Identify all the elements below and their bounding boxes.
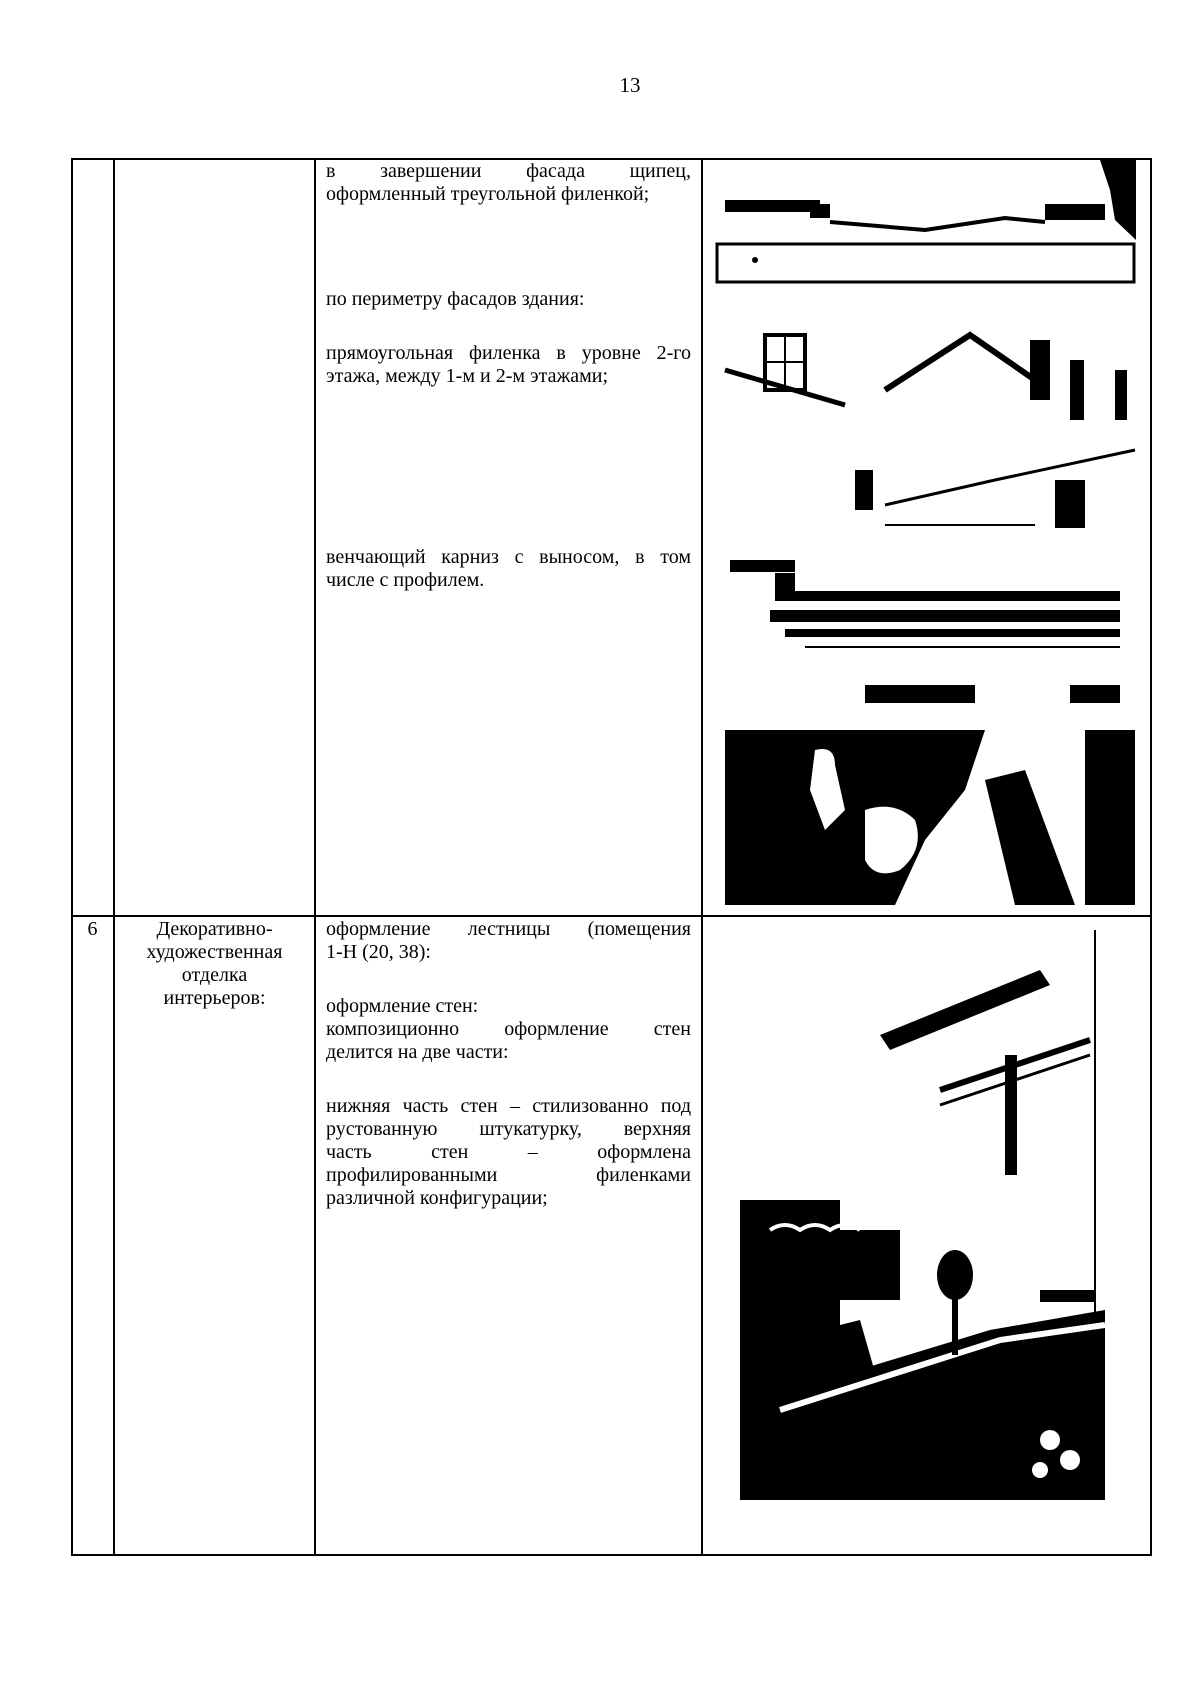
text-line: оформление лестницы (помещения <box>326 918 691 940</box>
row2-item-lower-walls-last <box>326 1187 691 1210</box>
table-left-border <box>71 158 73 1556</box>
photo-cornice-detail <box>725 730 1135 905</box>
text-line: 1-Н (20, 38): <box>326 941 431 963</box>
text-line: нижняя часть стен – стилизованно под <box>326 1095 691 1117</box>
row2-name <box>115 918 314 1010</box>
text-line: часть стен – оформлена <box>326 1141 691 1163</box>
text-line: прямоугольная филенка в уровне 2-го <box>326 342 691 364</box>
photo-cornice <box>715 555 1136 705</box>
text-line: по периметру фасадов здания: <box>326 288 585 310</box>
row1-item-panel <box>326 342 691 365</box>
photo-gable <box>715 160 1136 284</box>
page-number: 13 <box>619 73 641 97</box>
column-divider-1 <box>113 158 115 1556</box>
text-line: венчающий карниз с выносом, в том <box>326 546 691 568</box>
row2-item-walls-title <box>326 995 691 1018</box>
text-line: Декоративно- <box>156 918 273 940</box>
row2-number: 6 <box>87 918 98 940</box>
photo-panel <box>715 330 1136 530</box>
text-line: композиционно оформление стен <box>326 1018 691 1040</box>
text-line: этажа, между 1-м и 2-м этажами; <box>326 365 609 387</box>
row1-item-perimeter <box>326 288 691 311</box>
text-line: художественная <box>146 941 283 963</box>
row2-item-lower-walls <box>326 1095 691 1187</box>
text-line: рустованную штукатурку, верхняя <box>326 1118 691 1140</box>
row2-item-walls-line2 <box>326 1018 691 1041</box>
row-divider <box>71 915 1152 917</box>
text-line: различной конфигурации; <box>326 1187 548 1209</box>
row2-item-stairs <box>326 918 691 941</box>
table-right-border <box>1150 158 1152 1556</box>
column-divider-3 <box>701 158 703 1556</box>
row1-item-gable <box>326 160 691 183</box>
row1-item-panel-line2 <box>326 365 691 388</box>
text-line: делится на две части: <box>326 1041 509 1063</box>
row2-item-walls-line3 <box>326 1041 691 1064</box>
row1-item-cornice-line2 <box>326 569 691 592</box>
text-line: оформление стен: <box>326 995 479 1017</box>
text-line: профилированными филенками <box>326 1164 691 1186</box>
row2-item-stairs-line2 <box>326 941 691 964</box>
text-line: отделка <box>181 964 248 986</box>
text-line: оформленный треугольной филенкой; <box>326 183 650 205</box>
photo-staircase <box>740 930 1105 1500</box>
table-bottom-border <box>71 1554 1152 1556</box>
text-line: интерьеров: <box>163 987 266 1009</box>
row1-item-gable-line2 <box>326 183 691 206</box>
text-line: числе с профилем. <box>326 569 485 591</box>
column-divider-2 <box>314 158 316 1556</box>
text-line: в завершении фасада щипец, <box>326 160 691 182</box>
row1-item-cornice <box>326 546 691 569</box>
